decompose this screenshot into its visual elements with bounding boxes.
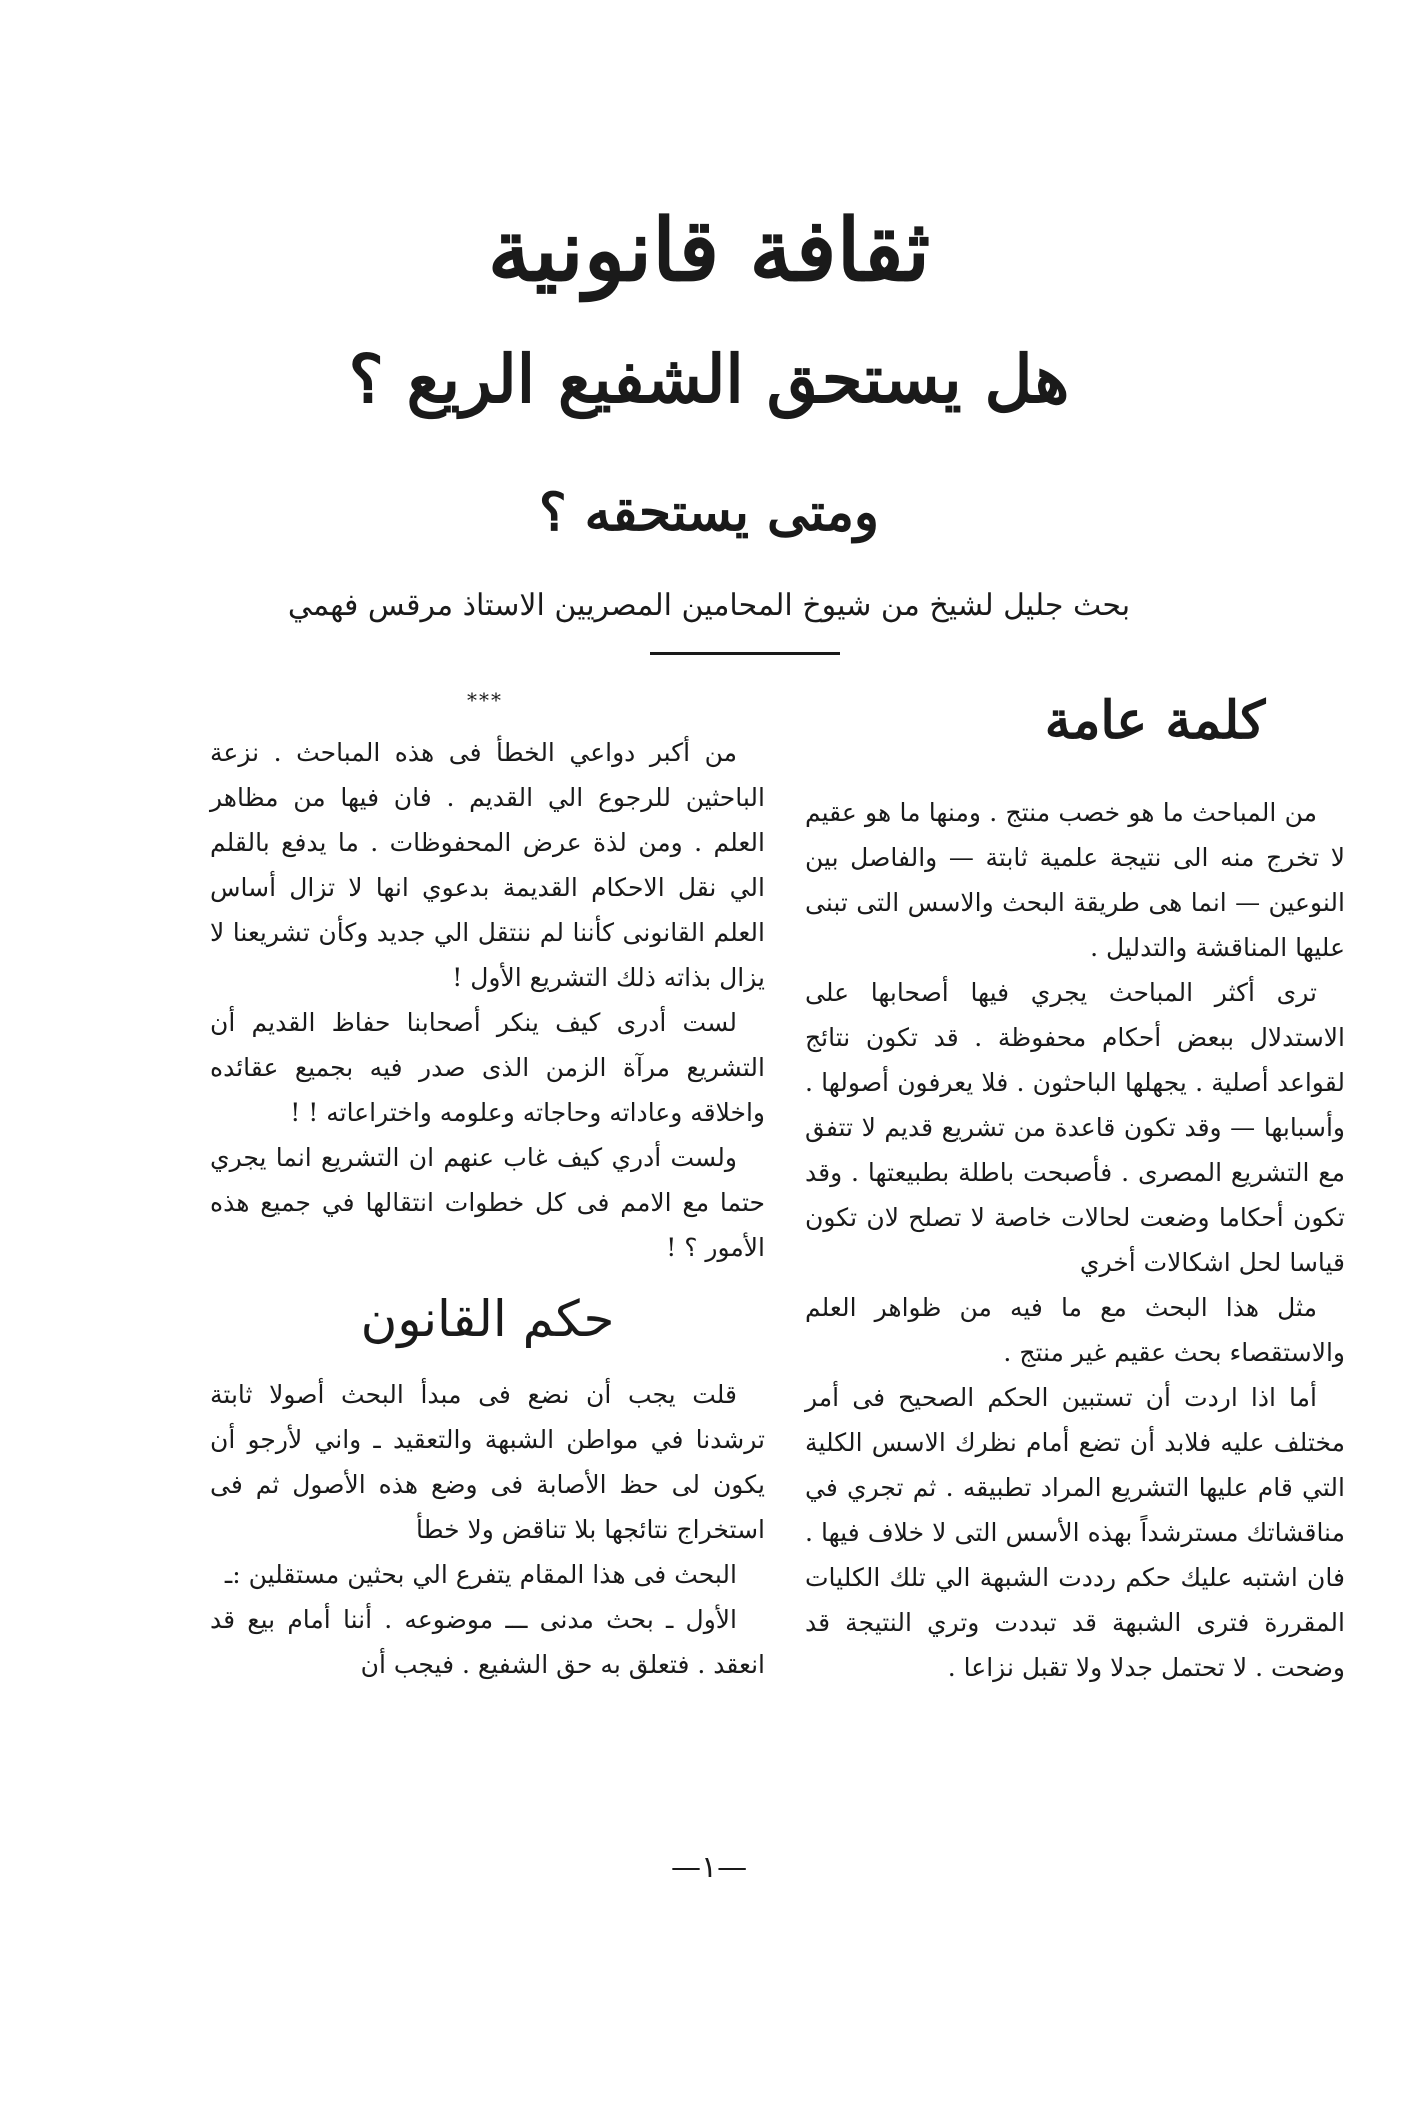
paragraph: البحث فى هذا المقام يتفرع الي بحثين مستقلين :ـ [224, 1560, 737, 1589]
section-heading-general: كلمة عامة [1044, 690, 1266, 751]
paragraph: مثل هذا البحث مع ما فيه من ظواهر العلم والاستقصاء بحث عقيم غير منتج . [805, 1293, 1345, 1367]
section-separator-stars: *** [467, 688, 503, 712]
paragraph: ترى أكثر المباحث يجري فيها أصحابها على الاستدلال ببعض أحكام محفوظة . قد تكون نتائج لقواعد أصلية . يجهلها الباحثون . فلا يعرفون أصولها . وأسبابها — وقد تكون قاعدة من تشريع قديم لا تتفق مع التشريع المصرى . فأصبحت باطلة بطبيعتها . وقد تكون أحكاما وضعت لحالات خاصة لا تصلح لان تكون قياسا لحل اشكالات أخري [805, 978, 1345, 1277]
paragraph: ولست أدري كيف غاب عنهم ان التشريع انما يجري حتما مع الامم فى كل خطوات انتقالها في جميع هذه الأمور ؟ ! [210, 1143, 765, 1262]
paragraph: لست أدرى كيف ينكر أصحابنا حفاظ القديم أن التشريع مرآة الزمن الذى صدر فيه بجميع عقائده واخلاقه وعاداته وحاجاته وعلومه واختراعاته ! ! [210, 1008, 765, 1127]
paragraph: الأول ـ بحث مدنى ـــ موضوعه . أننا أمام بيع قد انعقد . فتعلق به حق الشفيع . فيجب أن [210, 1605, 765, 1679]
article-title: هل يستحق الشفيع الريع ؟ [348, 340, 1070, 418]
left-column [210, 730, 765, 1687]
author-byline: بحث جليل لشيخ من شيوخ المحامين المصريين الاستاذ مرقس فهمي [287, 588, 1131, 623]
paragraph: أما اذا اردت أن تستبين الحكم الصحيح فى أمر مختلف عليه فلابد أن تضع أمام نظرك الاسس الكلية التي قام عليها التشريع المراد تطبيقه . ثم تجري في مناقشاتك مسترشداً بهذه الأسس التى لا خلاف فيها . فان اشتبه عليك حكم رددت الشبهة الي تلك الكليات المقررة فترى الشبهة قد تبددت وتري النتيجة قد وضحت . لا تحتمل جدلا ولا تقبل نزاعا . [805, 1383, 1345, 1682]
section-heading-law: حكم القانون [360, 1290, 615, 1348]
paragraph: قلت يجب أن نضع فى مبدأ البحث أصولا ثابتة ترشدنا في مواطن الشبهة والتعقيد ـ واني لأرجو أن يكون لى حظ الأصابة فى وضع هذه الأصول ثم فى استخراج نتائجها بلا تناقض ولا خطأ [210, 1380, 765, 1544]
right-column [805, 790, 1345, 1690]
paragraph: من المباحث ما هو خصب منتج . ومنها ما هو عقيم لا تخرج منه الى نتيجة علمية ثابتة — والفاصل بين النوعين — انما هى طريقة البحث والاسس التى تبنى عليها المناقشة والتدليل . [805, 798, 1345, 962]
page-number: —١— [670, 1850, 748, 1885]
title-divider [650, 652, 840, 655]
paragraph: من أكبر دواعي الخطأ فى هذه المباحث . نزعة الباحثين للرجوع الي القديم . فان فيها من مظاهر العلم . ومن لذة عرض المحفوظات . ما يدفع بالقلم الي نقل الاحكام القديمة بدعوي انها لا تزال أساس العلم القانونى كأننا لم ننتقل الي جديد وكأن تشريعنا لا يزال بذاته ذلك التشريع الأول ! [210, 738, 765, 992]
article-subtitle: ومتى يستحقه ؟ [538, 482, 880, 543]
page-title: ثقافة قانونية [487, 200, 931, 301]
